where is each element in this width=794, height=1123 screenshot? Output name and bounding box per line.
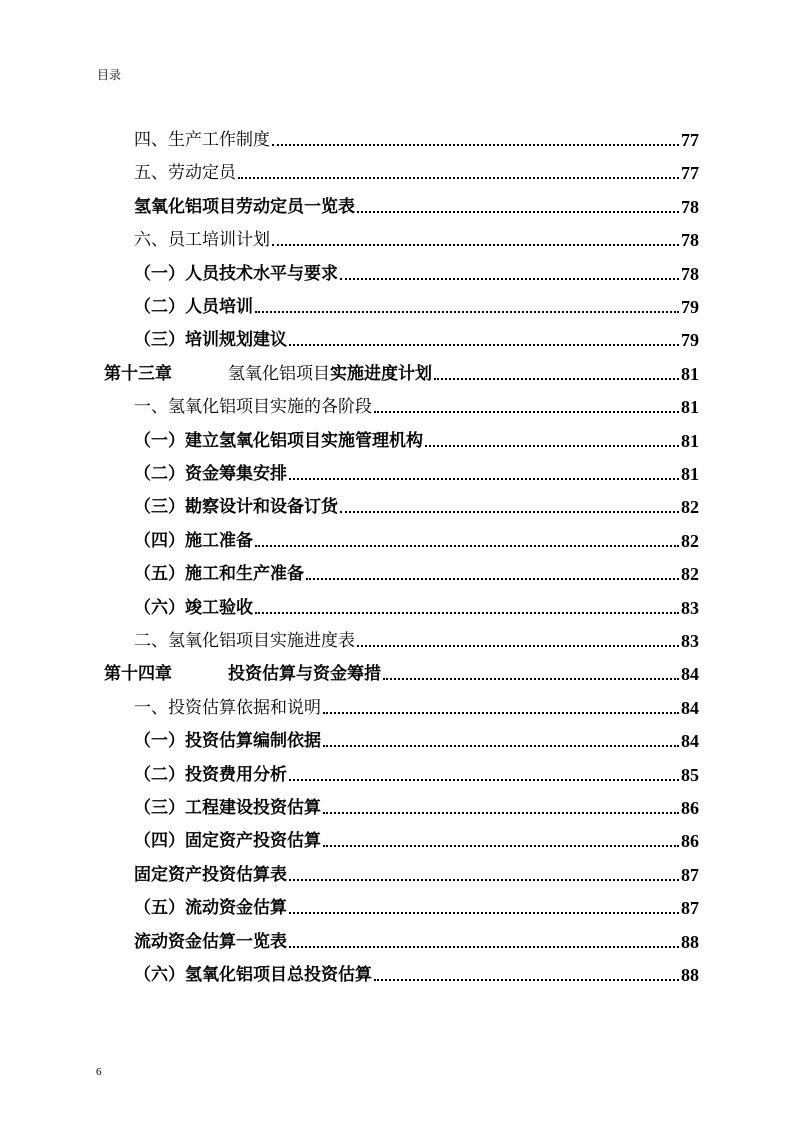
toc-entry[interactable] xyxy=(104,351,699,384)
toc-entry-title: （三）工程建设投资估算 xyxy=(134,798,321,818)
toc-entry[interactable] xyxy=(134,852,699,885)
toc-entry-title: （二）人员培训 xyxy=(134,297,253,317)
toc-entry-title: （四）施工准备 xyxy=(134,530,253,551)
toc-dot-leader xyxy=(306,578,679,580)
toc-entry[interactable] xyxy=(134,618,699,651)
toc-dot-leader xyxy=(238,177,679,179)
toc-entry-title: （六）氢氧化铝项目总投资估算 xyxy=(134,965,372,985)
toc-entry-title: （五）施工和生产准备 xyxy=(134,564,304,585)
toc-dot-leader xyxy=(289,344,679,346)
toc-dot-leader xyxy=(289,946,679,948)
toc-page-number: 82 xyxy=(681,564,699,585)
toc-dot-leader xyxy=(289,779,679,781)
toc-entry[interactable] xyxy=(134,384,699,417)
toc-page-number: 83 xyxy=(681,597,699,618)
toc-page-number: 86 xyxy=(681,798,699,818)
toc-page-number: 84 xyxy=(681,697,699,718)
toc-entry[interactable] xyxy=(134,251,699,284)
toc-entry-title: （一）投资估算编制依据 xyxy=(134,731,321,752)
toc-entry-title: 六、员工培训计划 xyxy=(134,230,270,251)
toc-entry-title xyxy=(104,364,432,384)
toc-entry[interactable] xyxy=(134,752,699,785)
toc-entry-title: 流动资金估算一览表 xyxy=(134,931,287,952)
toc-entry-title: 氢氧化铝项目劳动定员一览表 xyxy=(134,196,355,217)
toc-page-number: 78 xyxy=(681,230,699,251)
toc-entry[interactable] xyxy=(134,518,699,551)
toc-entry[interactable] xyxy=(134,117,699,150)
toc-page-number: 84 xyxy=(681,664,699,685)
toc-entry[interactable] xyxy=(134,952,699,985)
toc-dot-leader xyxy=(255,545,679,547)
toc-entry[interactable] xyxy=(134,685,699,718)
toc-entry-title: （三）勘察设计和设备订货 xyxy=(134,497,338,518)
toc-entry[interactable] xyxy=(134,585,699,618)
toc-dot-leader xyxy=(425,445,679,447)
toc-page-number: 81 xyxy=(681,430,699,451)
toc-dot-leader xyxy=(289,912,679,914)
toc-entry[interactable] xyxy=(134,317,699,350)
toc-page-number: 82 xyxy=(681,530,699,551)
toc-page-number: 84 xyxy=(681,731,699,752)
toc-entry[interactable] xyxy=(134,451,699,484)
toc-dot-leader xyxy=(357,645,679,647)
toc-entry[interactable] xyxy=(104,651,699,684)
toc-page-number: 78 xyxy=(681,263,699,284)
toc-page-number: 83 xyxy=(681,631,699,651)
toc-page-number: 77 xyxy=(681,163,699,184)
toc-page-number: 81 xyxy=(681,397,699,418)
toc-dot-leader xyxy=(272,244,679,246)
toc-page-number: 81 xyxy=(681,363,699,384)
toc-dot-leader xyxy=(374,979,679,981)
toc-entry[interactable] xyxy=(134,919,699,952)
toc-dot-leader xyxy=(255,311,679,313)
toc-page-number: 81 xyxy=(681,464,699,484)
toc-entry[interactable] xyxy=(134,718,699,751)
toc-dot-leader xyxy=(289,478,679,480)
toc-entry-title: （三）培训规划建议 xyxy=(134,330,287,351)
toc-dot-leader xyxy=(323,845,679,847)
toc-entry[interactable] xyxy=(134,785,699,818)
toc-entry-title: 一、氢氧化铝项目实施的各阶段 xyxy=(134,397,372,418)
toc-entry-title: 四、生产工作制度 xyxy=(134,130,270,150)
toc-entry[interactable] xyxy=(134,551,699,584)
toc-entry[interactable] xyxy=(134,818,699,851)
toc-page-number: 87 xyxy=(681,864,699,885)
toc-chapter-title-bold: 投资估算与资金筹措 xyxy=(228,664,381,685)
toc-entry-title: （二）投资费用分析 xyxy=(134,764,287,785)
toc-entry-title: （五）流动资金估算 xyxy=(134,898,287,919)
toc-page-number: 78 xyxy=(681,196,699,217)
toc-entry-title: （一）人员技术水平与要求 xyxy=(134,263,338,284)
toc-entry-title: （二）资金筹集安排 xyxy=(134,464,287,484)
toc-dot-leader xyxy=(289,879,679,881)
toc-entry[interactable] xyxy=(134,184,699,217)
toc-chapter-number: 第十四章 xyxy=(104,664,172,685)
toc-entry-title: （四）固定资产投资估算 xyxy=(134,831,321,852)
toc-dot-leader xyxy=(255,612,679,614)
toc-chapter-title-plain: 氢氧化铝项目 xyxy=(228,363,330,384)
toc-dot-leader xyxy=(340,278,679,280)
toc-dot-leader xyxy=(323,812,679,814)
toc-entry[interactable] xyxy=(134,217,699,250)
toc-entry[interactable] xyxy=(134,150,699,183)
toc-entry-title: 固定资产投资估算表 xyxy=(134,864,287,885)
toc-entry-title: 二、氢氧化铝项目实施进度表 xyxy=(134,631,355,651)
toc-entry[interactable] xyxy=(134,284,699,317)
toc-dot-leader xyxy=(434,378,679,380)
toc-page-number: 86 xyxy=(681,831,699,852)
toc-page-number: 85 xyxy=(681,764,699,785)
toc-chapter-title-bold: 实施进度计划 xyxy=(330,363,432,384)
toc-dot-leader xyxy=(323,712,679,714)
toc-dot-leader xyxy=(272,144,679,146)
toc-page-number: 88 xyxy=(681,931,699,952)
toc-page-number: 79 xyxy=(681,297,699,317)
toc-entry-title: 五、劳动定员 xyxy=(134,163,236,184)
toc-chapter-number: 第十三章 xyxy=(104,363,172,384)
page-header: 目录 xyxy=(97,68,122,82)
toc-dot-leader xyxy=(383,678,679,680)
toc-entry[interactable] xyxy=(134,418,699,451)
toc-entry-title: （一）建立氢氧化铝项目实施管理机构 xyxy=(134,430,423,451)
page-number: 6 xyxy=(96,1066,102,1078)
toc-page-number: 77 xyxy=(681,130,699,150)
toc-page-number: 79 xyxy=(681,330,699,351)
toc-entry[interactable] xyxy=(134,885,699,918)
toc-dot-leader xyxy=(374,411,679,413)
toc-page-number: 82 xyxy=(681,497,699,518)
toc-entry-title xyxy=(104,664,381,684)
toc-entry-title: 一、投资估算依据和说明 xyxy=(134,697,321,718)
toc-page-number: 87 xyxy=(681,898,699,919)
toc-entry-title: （六）竣工验收 xyxy=(134,597,253,618)
toc-dot-leader xyxy=(340,511,679,513)
toc-dot-leader xyxy=(357,211,679,213)
toc-dot-leader xyxy=(323,745,679,747)
toc-page-number: 88 xyxy=(681,965,699,985)
toc-entry[interactable] xyxy=(134,484,699,517)
